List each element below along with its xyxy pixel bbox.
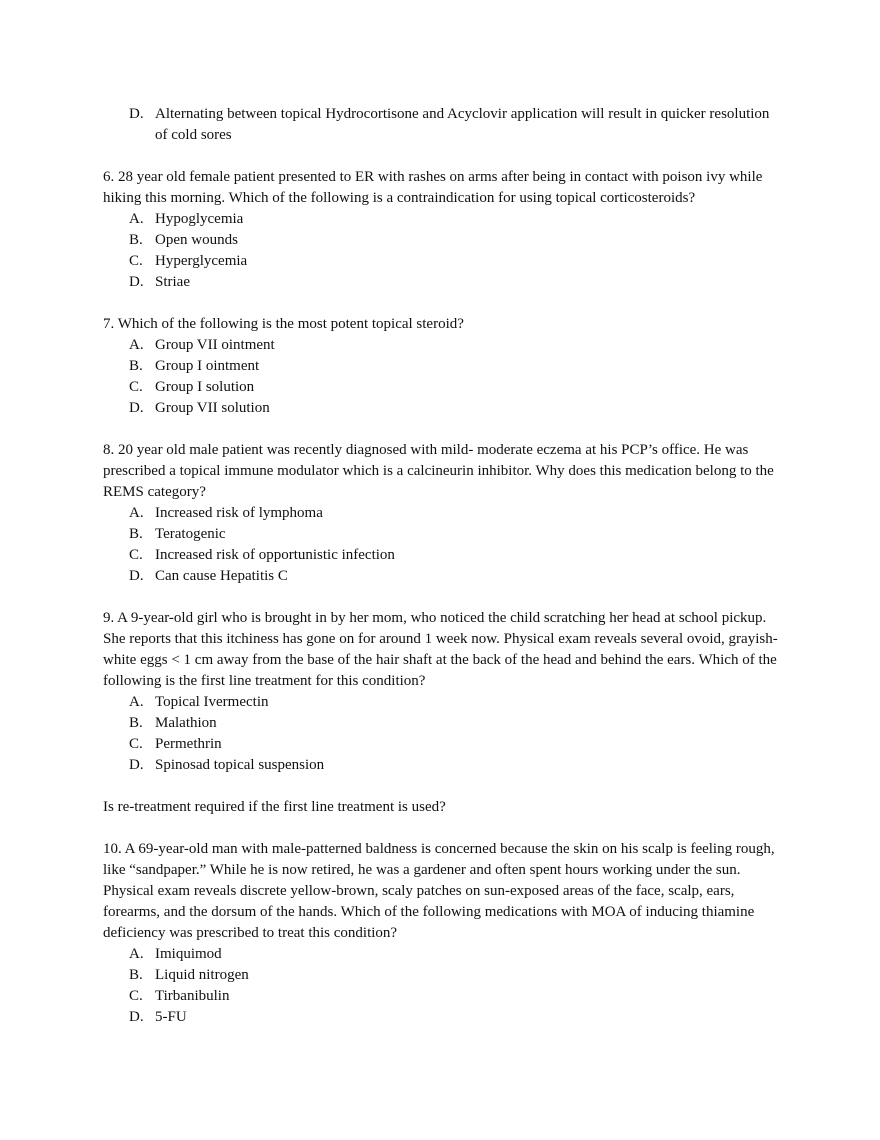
option-b [129,713,783,734]
option-letter: B. [129,967,143,983]
option-a [129,692,783,713]
option-b [129,230,783,251]
option-letter: A. [129,946,144,962]
option-letter: D. [129,1009,144,1025]
option-text: Group VII ointment [155,337,275,353]
option-text: Striae [155,274,190,290]
question-9 [103,608,783,818]
option-letter: D. [129,274,144,290]
option-c [129,545,783,566]
option-d [129,566,783,587]
option-letter: C. [129,379,143,395]
option-text: Tirbanibulin [155,988,230,1004]
spacer [103,587,783,608]
option-d [129,1007,783,1028]
option-letter: C. [129,736,143,752]
option-text: Imiquimod [155,946,222,962]
option-text: Can cause Hepatitis C [155,568,288,584]
option-text: Group I ointment [155,358,260,374]
option-letter: A. [129,337,144,353]
option-text: Spinosad topical suspension [155,757,325,773]
option-a [129,944,783,965]
option-text: Topical Ivermectin [155,694,269,710]
question-6 [103,167,783,293]
option-b [129,356,783,377]
option-text: Group I solution [155,379,255,395]
spacer [103,419,783,440]
option-text: Malathion [155,715,217,731]
question-stem: 7. Which of the following is the most potent topical steroid? [103,316,464,332]
option-letter: C. [129,547,143,563]
option-text: Group VII solution [155,400,270,416]
option-letter: D. [129,568,144,584]
option-b [129,965,783,986]
option-letter: B. [129,358,143,374]
question-10 [103,839,783,1028]
option-d [129,398,783,419]
question-8 [103,440,783,587]
followup-question: Is re-treatment required if the first line treatment is used? [103,799,446,815]
option-text: Hyperglycemia [155,253,248,269]
option-text: Alternating between topical Hydrocortisone and Acyclovir application will result in quicker resolution of cold sores [155,106,770,143]
option-text: Liquid nitrogen [155,967,249,983]
option-d-carryover [129,104,783,146]
option-text: Hypoglycemia [155,211,244,227]
option-d [129,272,783,293]
option-text: Increased risk of opportunistic infection [155,547,395,563]
option-a [129,209,783,230]
option-letter: C. [129,253,143,269]
option-text: Increased risk of lymphoma [155,505,323,521]
spacer [103,776,783,797]
question-stem: 10. A 69-year-old man with male-patterned baldness is concerned because the skin on his scalp is feeling rough, like “sandpaper.” While he is now retired, he was a gardener and often spent hours working under the sun. Physical exam reveals discrete yellow-brown, scaly patches on sun-exposed areas of the face, scalp, ears, forearms, and the dorsum of the hands. Which of the following medications with MOA of inducing thiamine deficiency was prescribed to treat this condition? [103,841,775,941]
question-stem: 8. 20 year old male patient was recently diagnosed with mild- moderate eczema at his PCP’s office. He was prescribed a topical immune modulator which is a calcineurin inhibitor. Why does this medication belong to the REMS category? [103,442,774,500]
option-letter: A. [129,694,144,710]
option-letter: D. [129,757,144,773]
option-letter: D. [129,400,144,416]
option-c [129,734,783,755]
option-a [129,335,783,356]
option-letter: B. [129,526,143,542]
spacer [103,146,783,167]
question-7 [103,314,783,419]
option-text: Open wounds [155,232,238,248]
option-b [129,524,783,545]
option-text: Permethrin [155,736,222,752]
option-letter: C. [129,988,143,1004]
option-letter: A. [129,505,144,521]
option-c [129,251,783,272]
option-letter: D. [129,106,144,122]
option-d [129,755,783,776]
document-page [103,104,783,1028]
option-c [129,377,783,398]
option-letter: B. [129,715,143,731]
question-stem: 6. 28 year old female patient presented to ER with rashes on arms after being in contact with poison ivy while hiking this morning. Which of the following is a contraindication for using topical corticosteroids? [103,169,763,206]
spacer [103,293,783,314]
question-stem: 9. A 9-year-old girl who is brought in by her mom, who noticed the child scratching her head at school pickup. She reports that this itchiness has gone on for around 1 week now. Physical exam reveals several ovoid, grayish-white eggs < 1 cm away from the base of the hair shaft at the back of the head and behind the ears. Which of the following is the first line treatment for this condition? [103,610,778,689]
option-text: Teratogenic [155,526,226,542]
option-letter: A. [129,211,144,227]
option-a [129,503,783,524]
option-text: 5-FU [155,1009,187,1025]
spacer [103,818,783,839]
option-c [129,986,783,1007]
option-letter: B. [129,232,143,248]
